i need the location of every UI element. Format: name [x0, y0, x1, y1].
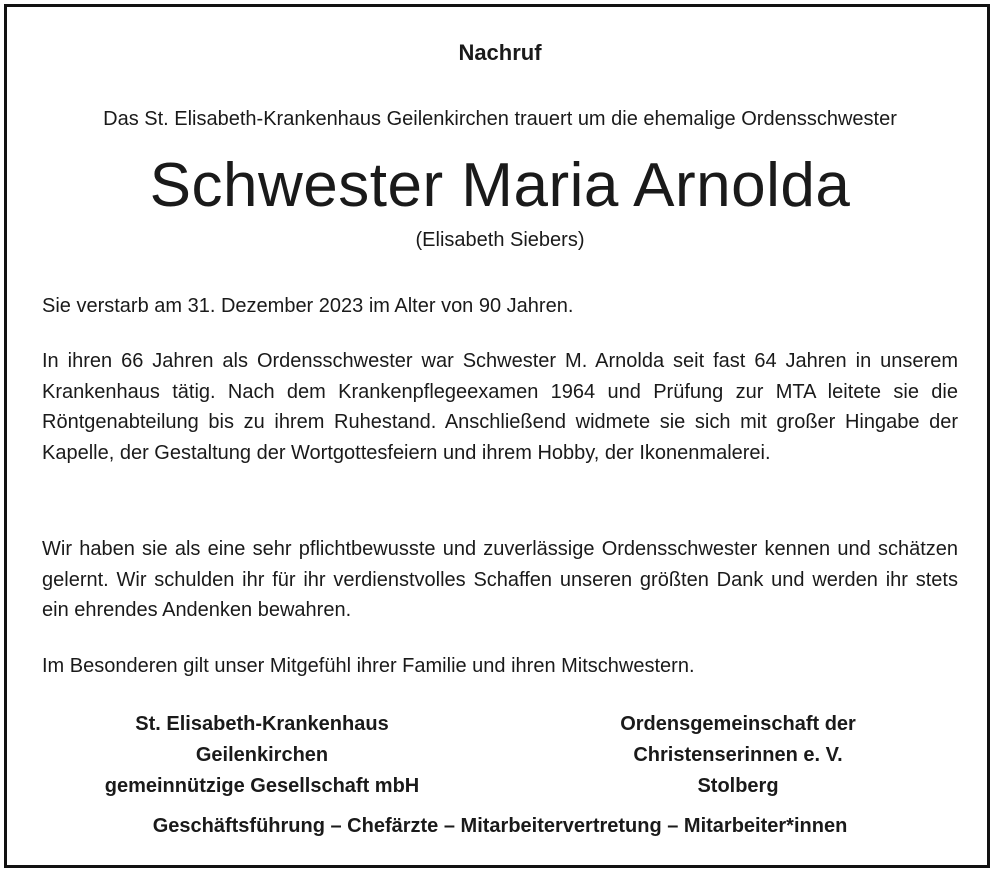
signature-hospital	[60, 709, 464, 802]
signature-line: gemeinnützige Gesellschaft mbH	[104, 775, 420, 797]
paragraph-biography: In ihren 66 Jahren als Ordensschwester war Schwester M. Arnolda seit fast 64 Jahren in unserem Krankenhaus tätig. Nach dem Krankenpflegeexamen 1964 und Prüfung zur MTA leitete sie die Röntgenabteilung bis zu ihrem Ruhestand. Anschließend widmete sie sich mit großer Hingabe der Kapelle, der Gestaltung der Wortgottesfeiern und ihrem Hobby, der Ikonenmalerei.	[42, 350, 958, 464]
footer-signatories: Geschäftsführung – Chefärzte – Mitarbeitervertretung – Mitarbeiter*innen	[152, 815, 848, 837]
notice-heading: Nachruf	[458, 40, 542, 65]
intro-text: Das St. Elisabeth-Krankenhaus Geilenkirchen trauert um die ehemalige Ordensschwester	[103, 108, 897, 130]
paragraph-condolence: Im Besonderen gilt unser Mitgefühl ihrer Familie und ihren Mitschwestern.	[42, 655, 695, 677]
paragraph-death-date: Sie verstarb am 31. Dezember 2023 im Alter von 90 Jahren.	[42, 295, 574, 317]
deceased-name: Schwester Maria Arnolda	[149, 151, 851, 220]
signature-line: Geilenkirchen	[195, 744, 329, 766]
paragraph-appreciation: Wir haben sie als eine sehr pflichtbewusste und zuverlässige Ordensschwester kennen und schätzen gelernt. Wir schulden ihr für ihr verdienstvolles Schaffen unseren größten Dank und werden ihr stets ein ehrendes Andenken bewahren.	[42, 538, 958, 621]
birth-name: (Elisabeth Siebers)	[415, 229, 585, 251]
signature-line: Christenserinnen e. V.	[633, 744, 843, 766]
signature-order	[536, 709, 940, 802]
signature-line: Ordensgemeinschaft der	[620, 713, 856, 735]
signature-line: St. Elisabeth-Krankenhaus	[135, 713, 389, 735]
signature-line: Stolberg	[697, 775, 779, 797]
